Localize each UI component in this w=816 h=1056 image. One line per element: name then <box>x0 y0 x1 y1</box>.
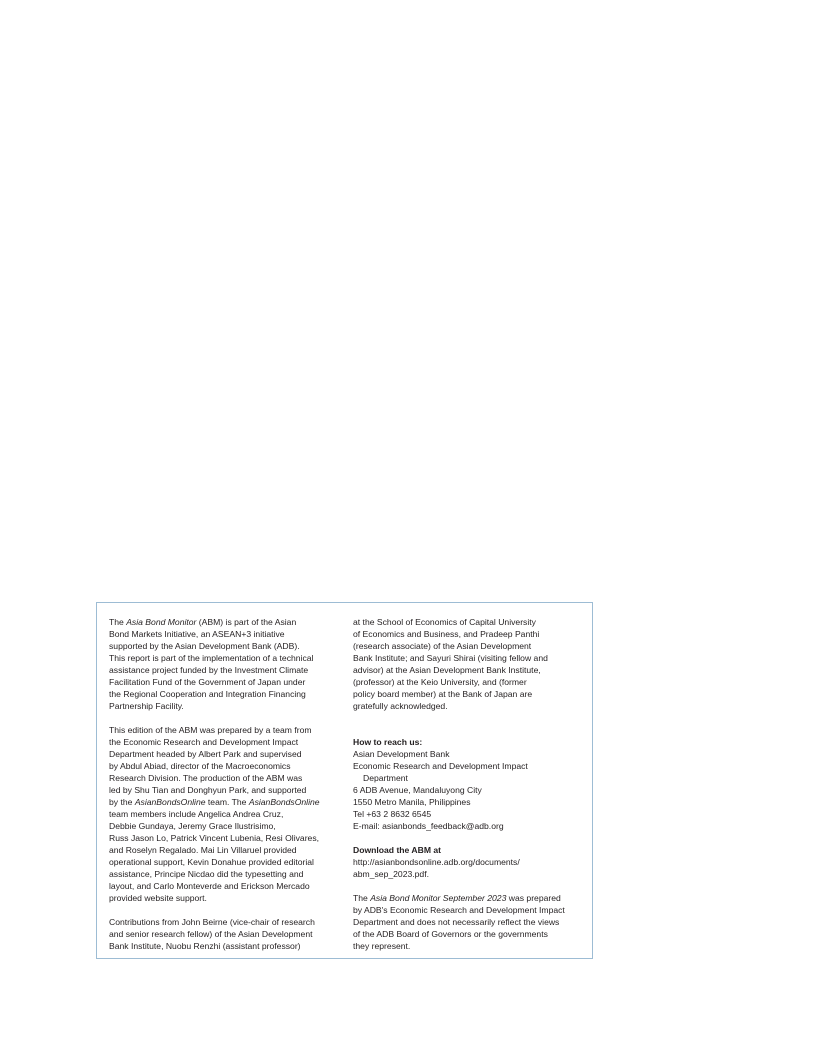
text-line: Department and does not necessarily reflect the views <box>353 917 560 927</box>
text-line: team members include Angelica Andrea Cruz, <box>109 809 284 819</box>
text-line: (research associate) of the Asian Development <box>353 641 532 651</box>
text-line: The Asia Bond Monitor (ABM) is part of the Asian <box>109 617 297 627</box>
text-line: provided website support. <box>109 893 207 903</box>
text-line: (professor) at the Keio University, and (former <box>353 677 527 687</box>
text-line: Bank Institute, Nuobu Renzhi (assistant professor) <box>109 941 301 951</box>
text-line: by ADB's Economic Research and Development Impact <box>353 905 565 915</box>
acknowledgement-paragraph <box>353 616 581 712</box>
text-line: operational support, Kevin Donahue provided editorial <box>109 857 314 867</box>
text-line: Bond Markets Initiative, an ASEAN+3 initiative <box>109 629 285 639</box>
text-line: Department <box>363 773 408 783</box>
text-line: by Abdul Abiad, director of the Macroeconomics <box>109 761 291 771</box>
download-heading: Download the ABM at <box>353 845 442 855</box>
text-line: 1550 Metro Manila, Philippines <box>353 797 471 807</box>
phone-number: Tel +63 2 8632 6545 <box>353 809 432 819</box>
text-line: Bank Institute; and Sayuri Shirai (visiting fellow and <box>353 653 548 663</box>
text-line: and Roselyn Regalado. Mai Lin Villaruel provided <box>109 845 297 855</box>
team-paragraph <box>109 724 335 904</box>
text-line: The Asia Bond Monitor September 2023 was prepared <box>353 893 561 903</box>
download-block <box>353 844 581 880</box>
text-line: of Economics and Business, and Pradeep Panthi <box>353 629 540 639</box>
text-line: at the School of Economics of Capital University <box>353 617 536 627</box>
left-column <box>109 616 335 952</box>
download-link[interactable]: http://asianbondsonline.adb.org/documents/ <box>353 857 520 867</box>
text-line: layout, and Carlo Monteverde and Erickson Mercado <box>109 881 310 891</box>
text-line: Department headed by Albert Park and supervised <box>109 749 302 759</box>
text-line: 6 ADB Avenue, Mandaluyong City <box>353 785 482 795</box>
right-column <box>353 616 581 952</box>
intro-paragraph <box>109 616 335 712</box>
download-link[interactable]: abm_sep_2023.pdf. <box>353 869 429 879</box>
text-line: policy board member) at the Bank of Japan are <box>353 689 533 699</box>
text-line: of the ADB Board of Governors or the governments <box>353 929 548 939</box>
text-line: Economic Research and Development Impact <box>353 761 528 771</box>
text-line: gratefully acknowledged. <box>353 701 448 711</box>
text-line: Russ Jason Lo, Patrick Vincent Lubenia, Resi Olivares, <box>109 833 320 843</box>
text-line: Facilitation Fund of the Government of Japan under <box>109 677 306 687</box>
text-line: Partnership Facility. <box>109 701 184 711</box>
text-line: Debbie Gundaya, Jeremy Grace Ilustrisimo, <box>109 821 276 831</box>
text-line: and senior research fellow) of the Asian Development <box>109 929 313 939</box>
text-line: Research Division. The production of the ABM was <box>109 773 303 783</box>
text-line: the Economic Research and Development Impact <box>109 737 299 747</box>
text-line: assistance, Principe Nicdao did the typesetting and <box>109 869 304 879</box>
contact-block <box>353 736 581 832</box>
contributions-paragraph <box>109 916 335 952</box>
text-line: supported by the Asian Development Bank (ADB). <box>109 641 300 651</box>
disclaimer-paragraph <box>353 892 581 952</box>
text-line: Contributions from John Beirne (vice-chair of research <box>109 917 315 927</box>
credits-box <box>96 602 593 959</box>
text-line: advisor) at the Asian Development Bank Institute, <box>353 665 541 675</box>
text-line: This report is part of the implementation of a technical <box>109 653 314 663</box>
text-line: This edition of the ABM was prepared by a team from <box>109 725 312 735</box>
text-line: led by Shu Tian and Donghyun Park, and supported <box>109 785 307 795</box>
text-line: the Regional Cooperation and Integration Financing <box>109 689 306 699</box>
text-line: they represent. <box>353 941 411 951</box>
contact-heading: How to reach us: <box>353 737 423 747</box>
email-address[interactable]: E-mail: asianbonds_feedback@adb.org <box>353 821 504 831</box>
text-line: assistance project funded by the Investment Climate <box>109 665 309 675</box>
text-line: Asian Development Bank <box>353 749 450 759</box>
text-line: by the AsianBondsOnline team. The AsianBondsOnline <box>109 797 320 807</box>
